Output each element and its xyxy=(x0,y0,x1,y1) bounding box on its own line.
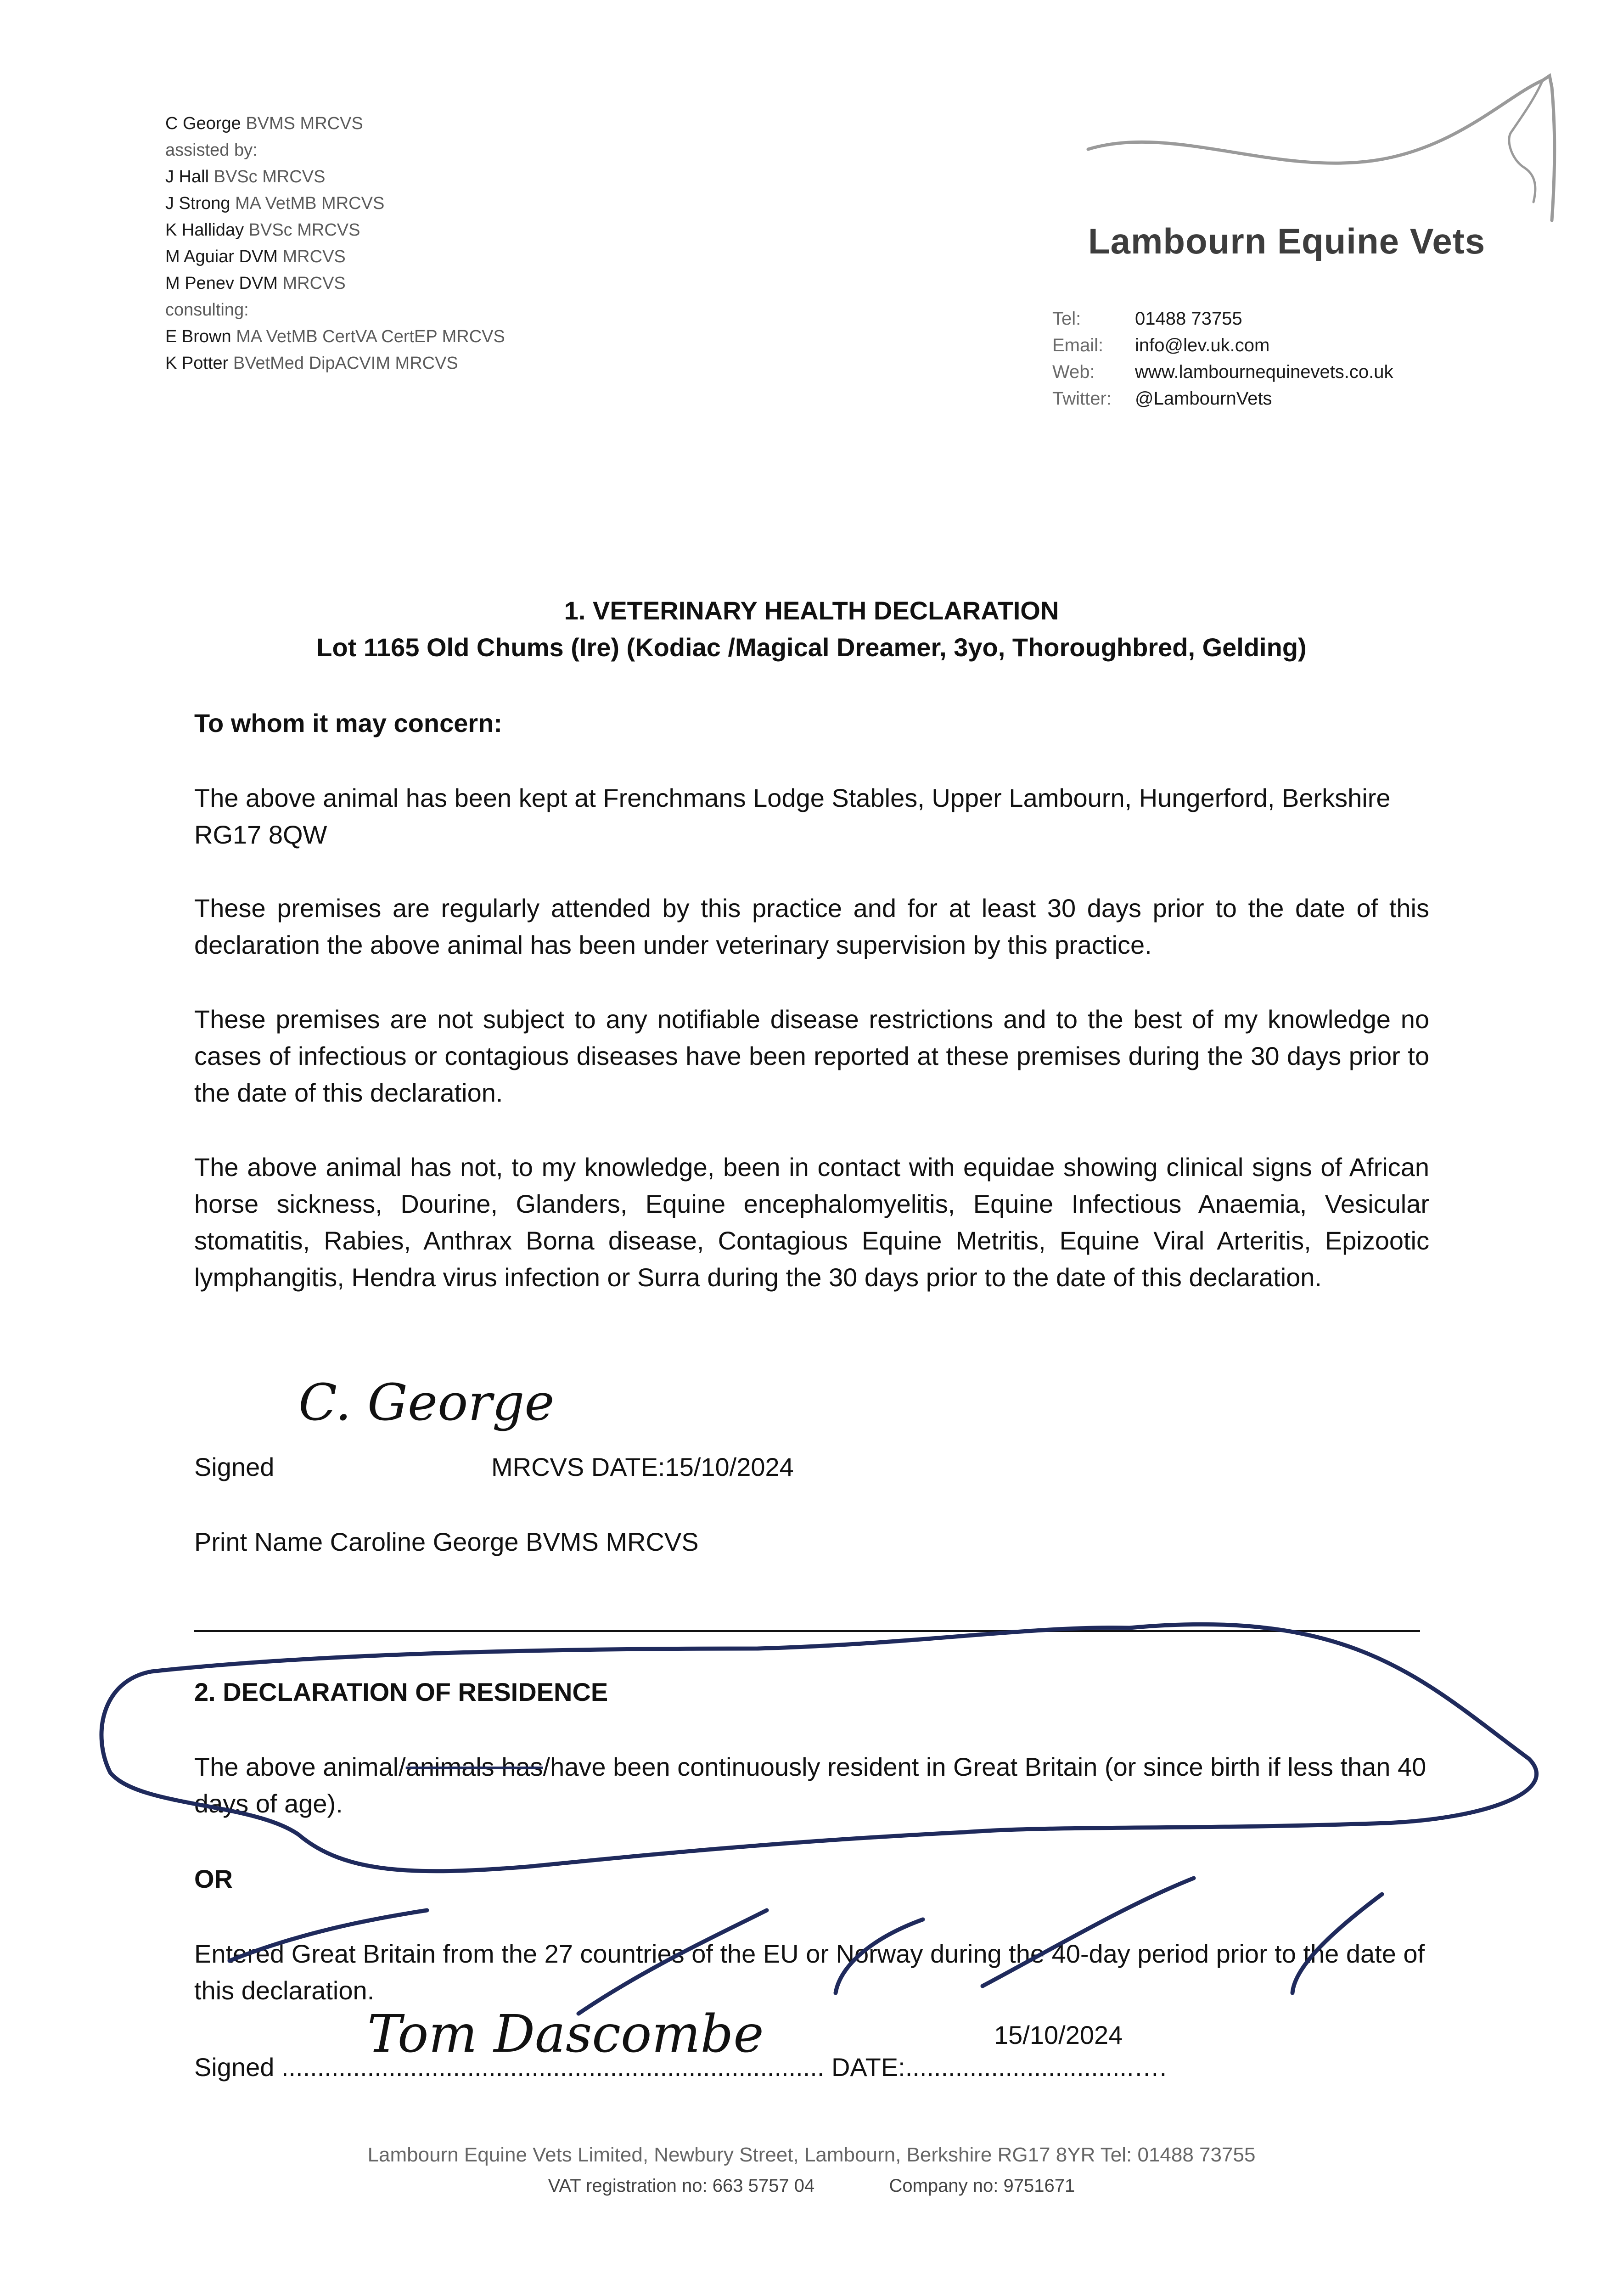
section1-title: 1. VETERINARY HEALTH DECLARATION xyxy=(564,596,1059,625)
section1-subtitle: Lot 1165 Old Chums (Ire) (Kodiac /Magical Dreamer, 3yo, Thoroughbred, Gelding) xyxy=(316,633,1307,662)
phone: 01488 73755 xyxy=(1135,309,1242,329)
paragraph-restrictions: These premises are not subject to any notifiable disease restrictions and to the best of my knowledge no cases of infectious or contagious diseases have been reported at these premises during the 30 days prior to the date of this declaration. xyxy=(194,1005,1429,1107)
email-link[interactable]: info@lev.uk.com xyxy=(1135,335,1270,355)
ink-strike xyxy=(578,1910,767,2014)
footer-address: Lambourn Equine Vets Limited, Newbury Street, Lambourn, Berkshire RG17 8YR Tel: 01488 73755 xyxy=(367,2144,1256,2166)
signature-c-george: C. George xyxy=(298,1373,555,1432)
ink-circle xyxy=(101,1624,1537,1871)
ink-strike xyxy=(1292,1894,1382,1993)
salutation: To whom it may concern: xyxy=(194,709,503,737)
footer-registration xyxy=(0,2176,1623,2196)
or-label: OR xyxy=(194,1864,233,1893)
staff-line: K Potter BVetMed DipACVIM MRCVS xyxy=(165,354,458,373)
paragraph-premises: The above animal has been kept at Frenchmans Lodge Stables, Upper Lambourn, Hungerford, Berkshire RG17 8QW xyxy=(194,783,1391,849)
print-name: Print Name Caroline George BVMS MRCVS xyxy=(194,1527,699,1556)
staff-line: M Penev DVM MRCVS xyxy=(165,274,346,293)
ink-strike xyxy=(983,1878,1194,1986)
vat-number: VAT registration no: 663 5757 04 xyxy=(548,2176,815,2196)
contact-block: Tel: 01488 73755 Email: info@lev.uk.com Web: www.lambournequinevets.co.uk Twitter: @LambournVets xyxy=(1052,309,1393,409)
ink-strike xyxy=(230,1910,427,1961)
residence-statement: The above animal/animals has/have been continuously resident in Great Britain (or since birth if less than 40 days of age). xyxy=(194,1752,1426,1818)
staff-line: J Hall BVSc MRCVS xyxy=(165,167,326,186)
mrcvs-date: MRCVS DATE:15/10/2024 xyxy=(491,1452,794,1481)
signed-label: Signed xyxy=(194,1452,275,1481)
signature-tom-dascombe: Tom Dascombe xyxy=(367,2004,764,2064)
staff-label: consulting: xyxy=(165,300,249,320)
section2-title: 2. DECLARATION OF RESIDENCE xyxy=(194,1677,608,1706)
alternative-statement: Entered Great Britain from the 27 countries of the EU or Norway during the 40-day period prior to the date of this declaration. xyxy=(194,1939,1425,2005)
signature-line: Signed ............................................................................ DATE:................................…. xyxy=(194,2053,1167,2082)
twitter-handle[interactable]: @LambournVets xyxy=(1135,388,1272,409)
handwritten-date: 15/10/2024 xyxy=(994,2020,1123,2049)
staff-line: K Halliday BVSc MRCVS xyxy=(165,220,360,240)
ink-strike xyxy=(836,1919,923,1993)
company-number: Company no: 9751671 xyxy=(889,2176,1075,2196)
paragraph-contact: The above animal has not, to my knowledge, been in contact with equidae showing clinical signs of African horse sickness, Dourine, Glanders, Equine encephalomyelitis, Equine Infectious Anaemia, Vesicular stomatitis, Rabies, Anthrax Borna disease, Contagious Equine Metritis, Equine Viral Arteritis, Epizootic lymphangitis, Hendra virus infection or Surra during the 30 days prior to the date of this declaration. xyxy=(194,1153,1429,1292)
staff-line: C George BVMS MRCVS xyxy=(165,114,363,133)
paragraph-supervision: These premises are regularly attended by this practice and for at least 30 days prior to the date of this declaration the above animal has been under veterinary supervision by this practice. xyxy=(194,894,1429,959)
brand-name: Lambourn Equine Vets xyxy=(1088,221,1486,261)
staff-label: assisted by: xyxy=(165,141,258,160)
website-link[interactable]: www.lambournequinevets.co.uk xyxy=(1135,362,1393,382)
struck-text: animals has xyxy=(405,1752,543,1781)
staff-line: E Brown MA VetMB CertVA CertEP MRCVS xyxy=(165,327,505,346)
staff-line: J Strong MA VetMB MRCVS xyxy=(165,194,385,213)
staff-line: M Aguiar DVM MRCVS xyxy=(165,247,346,266)
